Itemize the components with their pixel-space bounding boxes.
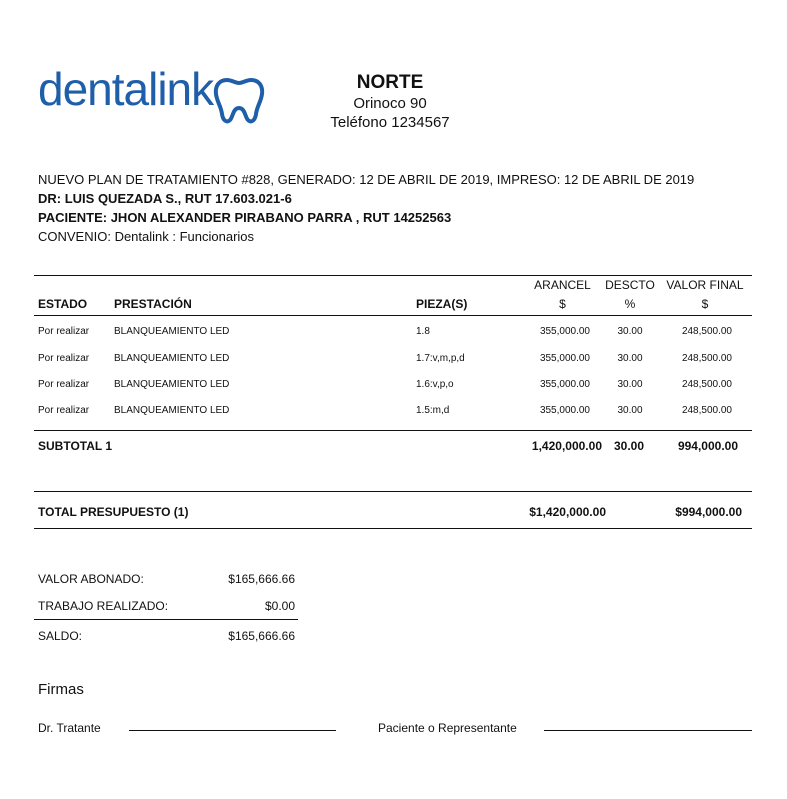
clinic-phone: Teléfono 1234567 [330,114,450,131]
clinic-header [300,72,480,132]
agreement-info: CONVENIO: Dentalink : Funcionarios [38,229,255,244]
subtotal-arancel: 1,420,000.00 [531,439,602,453]
row-descto: 30.00 [617,353,643,364]
row-arancel: 355,000.00 [539,379,590,390]
total-top-rule [34,491,752,492]
clinic-address: Orinoco 90 [353,95,427,112]
doctor-info: DR: LUIS QUEZADA S., RUT 17.603.021-6 [38,191,292,206]
row-prestacion: BLANQUEAMIENTO LED [114,326,230,337]
abonado-value: $165,666.66 [228,572,295,586]
row-prestacion: BLANQUEAMIENTO LED [114,353,230,364]
abonado-label: VALOR ABONADO: [38,572,144,586]
total-bottom-rule [34,528,752,529]
row-valor-final: 248,500.00 [681,405,732,416]
header-valor-final-unit: $ [701,297,709,311]
total-label: TOTAL PRESUPUESTO (1) [38,505,189,519]
logo-text: dentalink [38,63,214,115]
realizado-value: $0.00 [264,599,295,613]
header-descto: DESCTO [605,278,655,292]
header-pieza: PIEZA(S) [416,297,468,311]
row-valor-final: 248,500.00 [681,326,732,337]
row-pieza: 1.8 [416,326,430,337]
subtotal-valor-final: 994,000.00 [677,439,738,453]
header-estado: ESTADO [38,297,88,311]
row-pieza: 1.5:m,d [416,405,450,416]
plan-title: NUEVO PLAN DE TRATAMIENTO #828, GENERADO: 12 DE ABRIL DE 2019, IMPRESO: 12 DE ABRIL DE 2019 [38,172,695,187]
row-arancel: 355,000.00 [539,405,590,416]
row-descto: 30.00 [617,379,643,390]
header-arancel-unit: $ [559,297,566,311]
saldo-rule [34,619,298,620]
realizado-label: TRABAJO REALIZADO: [38,599,169,613]
row-estado: Por realizar [38,405,90,416]
saldo-label: SALDO: [38,629,83,643]
patient-signature-line [544,730,752,731]
row-estado: Por realizar [38,353,90,364]
patient-info: PACIENTE: JHON ALEXANDER PIRABANO PARRA , RUT 14252563 [38,210,452,225]
row-descto: 30.00 [617,326,643,337]
header-descto-unit: % [624,297,636,311]
header-prestacion: PRESTACIÓN [114,297,192,311]
row-descto: 30.00 [617,405,643,416]
row-pieza: 1.7:v,m,p,d [416,353,465,364]
row-valor-final: 248,500.00 [681,379,732,390]
row-valor-final: 248,500.00 [681,353,732,364]
total-valor-final: $994,000.00 [675,505,742,519]
row-arancel: 355,000.00 [539,353,590,364]
subtotal-descto: 30.00 [613,439,645,453]
table-top-rule [34,275,752,276]
header-valor-final: VALOR FINAL [666,278,744,292]
row-prestacion: BLANQUEAMIENTO LED [114,379,230,390]
row-estado: Por realizar [38,326,90,337]
saldo-value: $165,666.66 [228,629,295,643]
tooth-icon [213,74,265,126]
row-prestacion: BLANQUEAMIENTO LED [114,405,230,416]
row-arancel: 355,000.00 [539,326,590,337]
header-arancel: ARANCEL [534,278,591,292]
total-arancel: $1,420,000.00 [529,505,606,519]
doctor-signature-label: Dr. Tratante [38,721,101,735]
row-estado: Por realizar [38,379,90,390]
signatures-title: Firmas [38,681,84,698]
header-bottom-rule [34,315,752,316]
clinic-name: NORTE [356,72,424,93]
patient-signature-label: Paciente o Representante [378,721,517,735]
row-pieza: 1.6:v,p,o [416,379,454,390]
doctor-signature-line [129,730,336,731]
subtotal-label: SUBTOTAL 1 [38,439,113,453]
subtotal-rule [34,430,752,431]
